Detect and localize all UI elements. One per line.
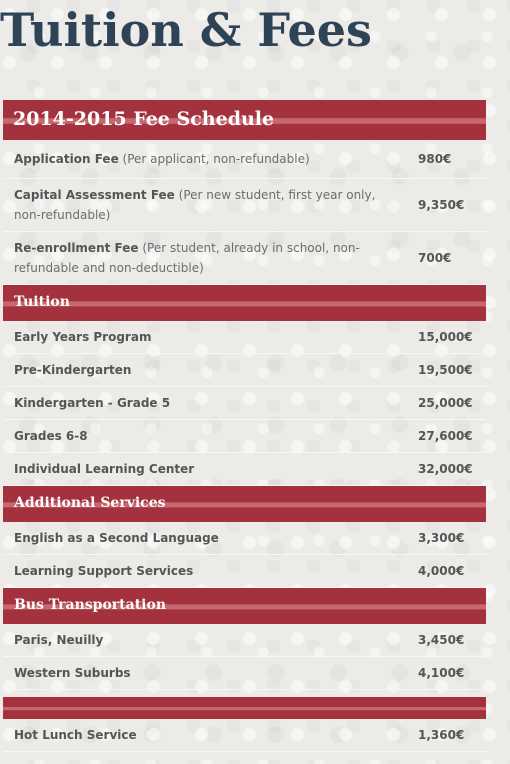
row-value: 980€: [418, 152, 452, 166]
row-value: 3,450€: [418, 633, 465, 647]
row-label: [3, 561, 403, 581]
row-label: [3, 459, 403, 479]
row-note: (Per student, already in school, non-refundable and non-deductible): [14, 241, 360, 275]
table-row: [3, 140, 486, 179]
section-header-tuition: Tuition: [3, 285, 486, 321]
table-row: [3, 420, 486, 453]
row-name: English as a Second Language: [14, 531, 219, 545]
row-name: Re-enrollment Fee: [14, 241, 139, 255]
section-header-fee-schedule: 2014-2015 Fee Schedule: [3, 100, 486, 140]
row-note: (Per applicant, non-refundable): [118, 152, 310, 166]
table-row: [3, 522, 486, 555]
table-row: [3, 179, 486, 232]
row-value: 32,000€: [418, 462, 473, 476]
table-row: [3, 387, 486, 420]
row-value: 19,500€: [418, 363, 473, 377]
row-label: [3, 393, 403, 413]
row-label: [3, 426, 403, 446]
row-name: Application Fee: [14, 152, 119, 166]
table-row: [3, 232, 486, 285]
section-header-blank: [3, 697, 486, 719]
section-header-bus-transportation: Bus Transportation: [3, 588, 486, 624]
row-value: 27,600€: [418, 429, 473, 443]
section-header-additional-services: Additional Services: [3, 486, 486, 522]
table-row: [3, 624, 486, 657]
row-label: [3, 630, 403, 650]
table-row: [3, 354, 486, 387]
row-name: Capital Assessment Fee: [14, 188, 175, 202]
row-value: 15,000€: [418, 330, 473, 344]
row-name: Pre-Kindergarten: [14, 363, 132, 377]
row-label: [3, 528, 403, 548]
row-note: (Per new student, first year only, non-refundable): [14, 188, 376, 222]
row-name: Paris, Neuilly: [14, 633, 104, 647]
row-name: Early Years Program: [14, 330, 152, 344]
row-name: Learning Support Services: [14, 564, 194, 578]
row-name: Hot Lunch Service: [14, 728, 137, 742]
table-row: [3, 453, 486, 486]
table-row: [3, 719, 486, 752]
row-label: [3, 725, 403, 745]
table-row: [3, 555, 486, 588]
row-name: Western Suburbs: [14, 666, 131, 680]
row-label: [3, 663, 403, 683]
page-title: Tuition & Fees: [0, 3, 372, 57]
row-label: [3, 238, 403, 278]
table-row: [3, 657, 486, 690]
row-value: 3,300€: [418, 531, 465, 545]
row-value: 4,100€: [418, 666, 465, 680]
row-value: 700€: [418, 251, 452, 265]
table-row: [3, 321, 486, 354]
row-name: Grades 6-8: [14, 429, 88, 443]
fee-table: [3, 100, 486, 752]
row-value: 4,000€: [418, 564, 465, 578]
row-value: 9,350€: [418, 198, 465, 212]
row-name: Individual Learning Center: [14, 462, 195, 476]
row-label: [3, 360, 403, 380]
row-value: 25,000€: [418, 396, 473, 410]
row-label: [3, 185, 403, 225]
row-label: [3, 327, 403, 347]
row-name: Kindergarten - Grade 5: [14, 396, 171, 410]
row-label: [3, 149, 403, 169]
row-value: 1,360€: [418, 728, 465, 742]
